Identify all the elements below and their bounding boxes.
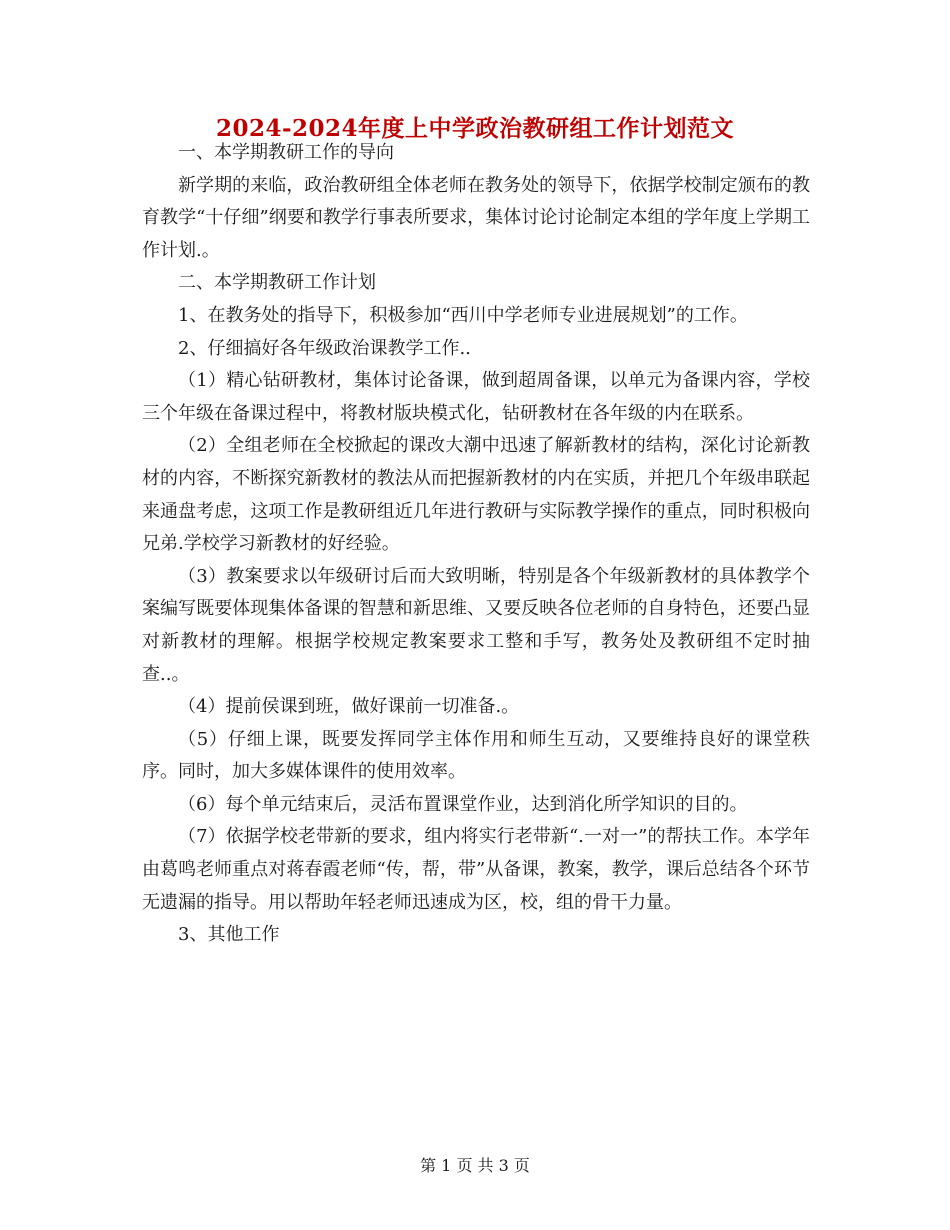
list-item: （2）全组老师在全校掀起的课改大潮中迅速了解新教材的结构，深化讨论新教材的内容，不断探究新教材的教法从而把握新教材的内在实质，并把几个年级串联起来通盘考虑，这项工作是教研组近几年进行教研与实际教学操作的重点，同时积极向兄弟.学校学习新教材的好经验。 bbox=[142, 435, 810, 555]
paragraph: 3、其他工作 bbox=[178, 924, 280, 946]
list-item: （6）每个单元结束后，灵活布置课堂作业，达到消化所学知识的目的。 bbox=[178, 793, 748, 815]
section-heading: 二、本学期教研工作计划 bbox=[178, 272, 376, 294]
paragraph: 2、仔细搞好各年级政治课教学工作.. bbox=[178, 337, 471, 359]
section-heading: 一、本学期教研工作的导向 bbox=[178, 142, 394, 163]
list-item: （7）依据学校老带新的要求，组内将实行老带新“.一对一”的帮扶工作。本学年由葛鸣老师重点对蒋春霞老师“传，帮，带”从备课，教案，教学，课后总结各个环节无遗漏的指导。用以帮助年轻老师迅速成为区，校，组的骨干力量。 bbox=[142, 826, 810, 913]
list-item: （4）提前侯课到班，做好课前一切准备.。 bbox=[178, 696, 520, 718]
page-footer: 第 1 页 共 3 页 bbox=[420, 1156, 530, 1175]
paragraph: 新学期的来临，政治教研组全体老师在教务处的领导下，依据学校制定颁布的教育教学“十仔细”纲要和教学行事表所要求，集体讨论讨论制定本组的学年度上学期工作计划.。 bbox=[142, 174, 810, 261]
paragraph: 1、在教务处的指导下，积极参加“西川中学老师专业进展规划”的工作。 bbox=[178, 304, 748, 326]
list-item: （1）精心钻研教材，集体讨论备课，做到超周备课，以单元为备课内容，学校三个年级在备课过程中，将教材版块模式化，钻研教材在各年级的内在联系。 bbox=[142, 370, 810, 424]
document-body bbox=[142, 137, 810, 952]
document-title: 2024-2024年度上中学政治教研组工作计划范文 bbox=[215, 115, 735, 142]
list-item: （3）教案要求以年级研讨后而大致明晰，特别是各个年级新教材的具体教学个案编写既要体现集体备课的智慧和新思维、又要反映各位老师的自身特色，还要凸显对新教材的理解。根据学校规定教案要求工整和手写，教务处及教研组不定时抽查..。 bbox=[142, 565, 810, 685]
list-item: （5）仔细上课，既要发挥同学主体作用和师生互动，又要维持良好的课堂秩序。同时，加大多媒体课件的使用效率。 bbox=[142, 728, 810, 783]
